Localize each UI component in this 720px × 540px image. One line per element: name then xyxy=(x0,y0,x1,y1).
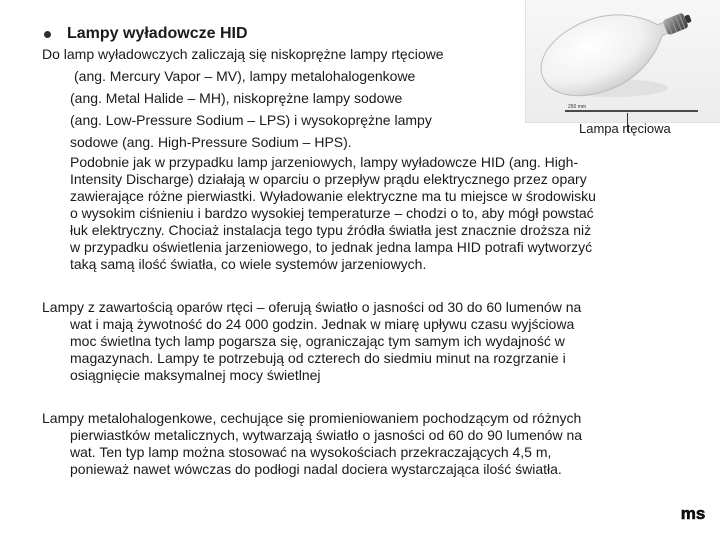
slide-title: Lampy wyładowcze HID xyxy=(67,25,248,42)
scale-ruler xyxy=(565,110,698,112)
bullet-icon xyxy=(44,31,51,38)
figure-caption: Lampa rtęciowa xyxy=(579,121,671,136)
para1-line: Podobnie jak w przypadku lamp jarzeniowych, lampy wyładowcze HID (ang. High- xyxy=(70,154,579,170)
para3-line: ponieważ nawet wówczas do podłogi nadal dociera wystarczająca ilość światła. xyxy=(70,461,562,477)
para2-line: osiągnięcie maksymalnej mocy świetlnej xyxy=(70,367,321,383)
para1-line: w przypadku oświetlenia jarzeniowego, to jednak jedna lampa HID potrafi wytworzyć xyxy=(70,239,593,255)
para3-line: wat. Ten typ lamp można stosować na wysokościach przekraczających 4,5 m, xyxy=(70,444,552,460)
para1-line: taką samą ilość światła, co wiele systemów jarzeniowych. xyxy=(70,256,427,272)
lamp-bulb-icon xyxy=(526,0,720,122)
para3-line: pierwiastków metalicznych, wytwarzają światło o jasności od 60 do 90 lumenów na xyxy=(70,427,583,443)
para1-line: zawierające różne pierwiastki. Wyładowanie elektryczne ma tu miejsce w środowisku xyxy=(70,188,596,204)
para3-line: Lampy metalohalogenkowe, cechujące się promieniowaniem pochodzącym od różnych xyxy=(42,410,582,426)
slide-heading xyxy=(44,25,248,43)
para1-line: (ang. Low-Pressure Sodium – LPS) i wysokoprężne lampy xyxy=(70,112,432,128)
para1-line: Intensity Discharge) działają w oparciu o przepływ prądu elektrycznego przez opary xyxy=(70,171,587,187)
para2-line: moc świetlna tych lamp pogarsza się, ograniczając tym samym ich wydajność w xyxy=(70,333,565,349)
mercury-lamp-photo xyxy=(525,0,720,123)
para1-line: Do lamp wyładowczych zaliczają się niskoprężne lampy rtęciowe xyxy=(42,46,444,62)
para2-line: Lampy z zawartością oparów rtęci – oferują światło o jasności od 30 do 60 lumenów na xyxy=(42,299,582,315)
logo-text: ms xyxy=(680,504,706,523)
para1-line: o wysokim ciśnieniu i bardzo wysokiej temperaturze – chodzi o to, aby mógł powstać xyxy=(70,205,594,221)
ms-logo-icon xyxy=(680,496,706,526)
scale-label: 250 mm xyxy=(568,104,587,110)
para1-line: (ang. Metal Halide – MH), niskoprężne lampy sodowe xyxy=(70,90,403,106)
para1-line: sodowe (ang. High-Pressure Sodium – HPS). xyxy=(70,134,352,150)
para2-line: wat i mają żywotność do 24 000 godzin. Jednak w miarę upływu czasu wyjściowa xyxy=(70,316,575,332)
para2-line: magazynach. Lampy te potrzebują od czterech do siedmiu minut na rozgrzanie i xyxy=(70,350,566,366)
para1-line: łuk elektryczny. Chociaż instalacja tego typu źródła światła jest znacznie droższa niż xyxy=(70,222,592,238)
para1-line: (ang. Mercury Vapor – MV), lampy metalohalogenkowe xyxy=(74,68,416,84)
